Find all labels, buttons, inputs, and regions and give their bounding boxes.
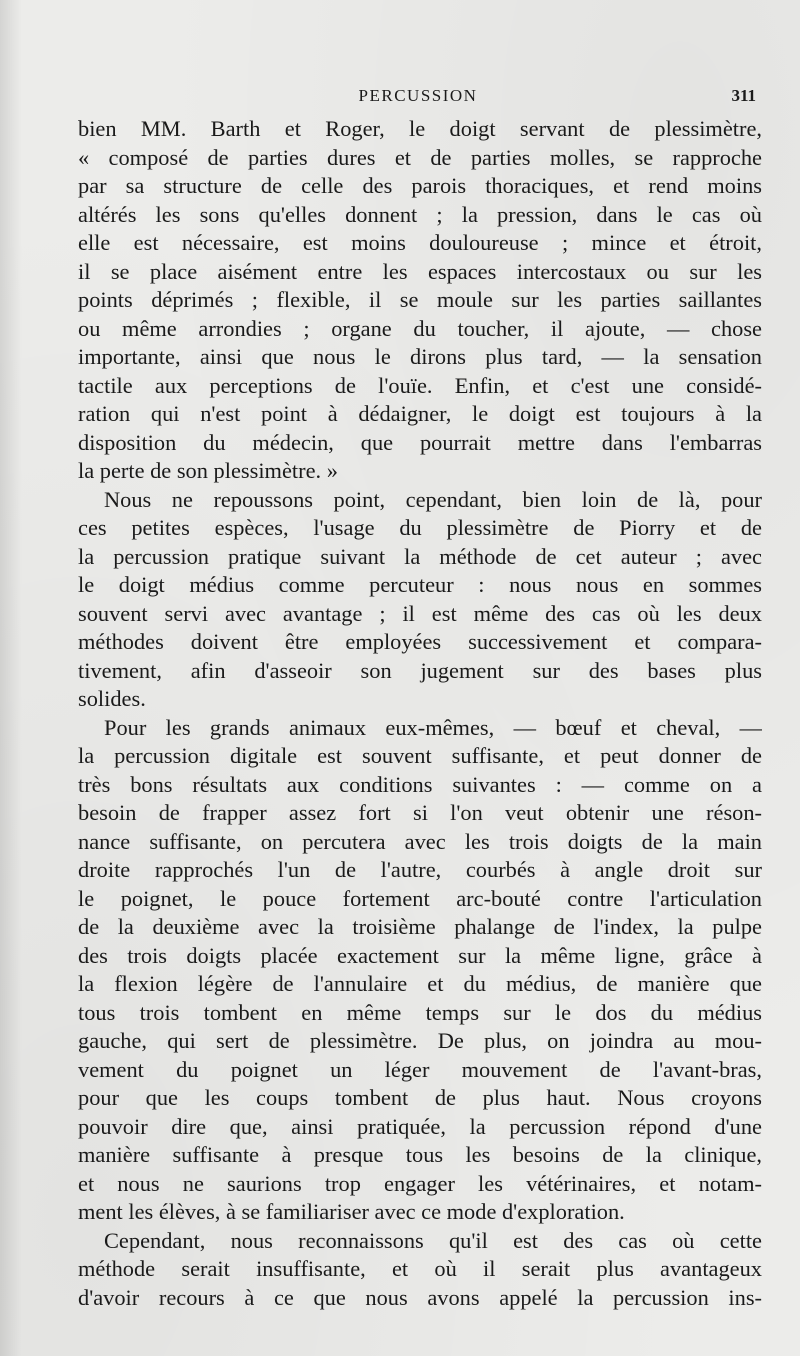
text-line: très bons résultats aux conditions suivantes : — comme on a bbox=[78, 771, 762, 797]
text-line: souvent servi avec avantage ; il est même des cas où les deux bbox=[78, 600, 762, 626]
body-text bbox=[78, 115, 762, 1312]
text-line: d'avoir recours à ce que nous avons appelé la percussion ins- bbox=[78, 1284, 762, 1310]
text-line: ration qui n'est point à dédaigner, le doigt est toujours à la bbox=[78, 401, 762, 426]
text-line: la percussion pratique suivant la méthode de cet auteur ; avec bbox=[78, 543, 762, 569]
page-gutter-shadow bbox=[0, 0, 22, 1356]
text-line: méthode serait insuffisante, et où il serait plus avantageux bbox=[78, 1256, 762, 1281]
text-line: de la deuxième avec la troisième phalange de l'index, la pulpe bbox=[78, 914, 762, 939]
text-line: le doigt médius comme percuteur : nous nous en sommes bbox=[78, 572, 762, 597]
text-line: pour que les coups tombent de plus haut. Nous croyons bbox=[78, 1085, 762, 1110]
text-line: besoin de frapper assez fort si l'on veut obtenir une réson- bbox=[78, 800, 762, 825]
text-line: la flexion légère de l'annulaire et du médius, de manière que bbox=[78, 971, 762, 996]
running-head bbox=[80, 86, 756, 110]
text-line: droite rapprochés l'un de l'autre, courbés à angle droit sur bbox=[78, 857, 762, 882]
text-line: par sa structure de celle des parois thoraciques, et rend moins bbox=[78, 173, 762, 198]
text-line: tous trois tombent en même temps sur le dos du médius bbox=[78, 999, 762, 1025]
text-line: ment les élèves, à se familiariser avec ce mode d'exploration. bbox=[78, 1199, 625, 1224]
text-line: Nous ne repoussons point, cependant, bien loin de là, pour bbox=[104, 486, 762, 512]
text-line: méthodes doivent être employées successivement et compara- bbox=[78, 629, 762, 654]
text-line: le poignet, le pouce fortement arc-bouté contre l'articulation bbox=[78, 885, 762, 911]
text-line: altérés les sons qu'elles donnent ; la pression, dans le cas où bbox=[78, 201, 762, 227]
running-title: PERCUSSION bbox=[358, 86, 478, 105]
text-line: nance suffisante, on percutera avec les trois doigts de la main bbox=[78, 828, 762, 854]
text-line: ces petites espèces, l'usage du plessimètre de Piorry et de bbox=[78, 515, 762, 540]
text-line: gauche, qui sert de plessimètre. De plus, on joindra au mou- bbox=[78, 1028, 762, 1053]
text-line: Cependant, nous reconnaissons qu'il est des cas où cette bbox=[104, 1227, 762, 1253]
text-line: « composé de parties dures et de parties molles, se rapproche bbox=[78, 144, 762, 170]
text-line: ou même arrondies ; organe du toucher, il ajoute, — chose bbox=[78, 315, 762, 341]
text-line: bien MM. Barth et Roger, le doigt servant de plessimètre, bbox=[78, 116, 762, 141]
page-number: 311 bbox=[731, 86, 756, 105]
text-line: la percussion digitale est souvent suffisante, et peut donner de bbox=[78, 743, 762, 768]
text-line: Pour les grands animaux eux-mêmes, — bœuf et cheval, — bbox=[104, 714, 762, 740]
text-line: disposition du médecin, que pourrait mettre dans l'embarras bbox=[78, 429, 762, 455]
text-line: pouvoir dire que, ainsi pratiquée, la percussion répond d'une bbox=[78, 1113, 762, 1139]
text-line: la perte de son plessimètre. » bbox=[78, 458, 338, 483]
text-line: des trois doigts placée exactement sur la même ligne, grâce à bbox=[78, 942, 762, 968]
text-line: solides. bbox=[78, 686, 146, 711]
text-line: il se place aisément entre les espaces intercostaux ou sur les bbox=[78, 258, 762, 284]
text-line: elle est nécessaire, est moins douloureuse ; mince et étroit, bbox=[78, 230, 762, 255]
text-line: importante, ainsi que nous le dirons plus tard, — la sensation bbox=[78, 344, 762, 369]
text-line: et nous ne saurions trop engager les vétérinaires, et notam- bbox=[78, 1170, 762, 1196]
text-line: tactile aux perceptions de l'ouïe. Enfin, et c'est une considé- bbox=[78, 372, 762, 398]
text-line: tivement, afin d'asseoir son jugement sur des bases plus bbox=[78, 657, 762, 683]
text-line: manière suffisante à presque tous les besoins de la clinique, bbox=[78, 1142, 762, 1167]
text-line: points déprimés ; flexible, il se moule sur les parties saillantes bbox=[78, 287, 762, 312]
text-line: vement du poignet un léger mouvement de l'avant-bras, bbox=[78, 1056, 762, 1082]
